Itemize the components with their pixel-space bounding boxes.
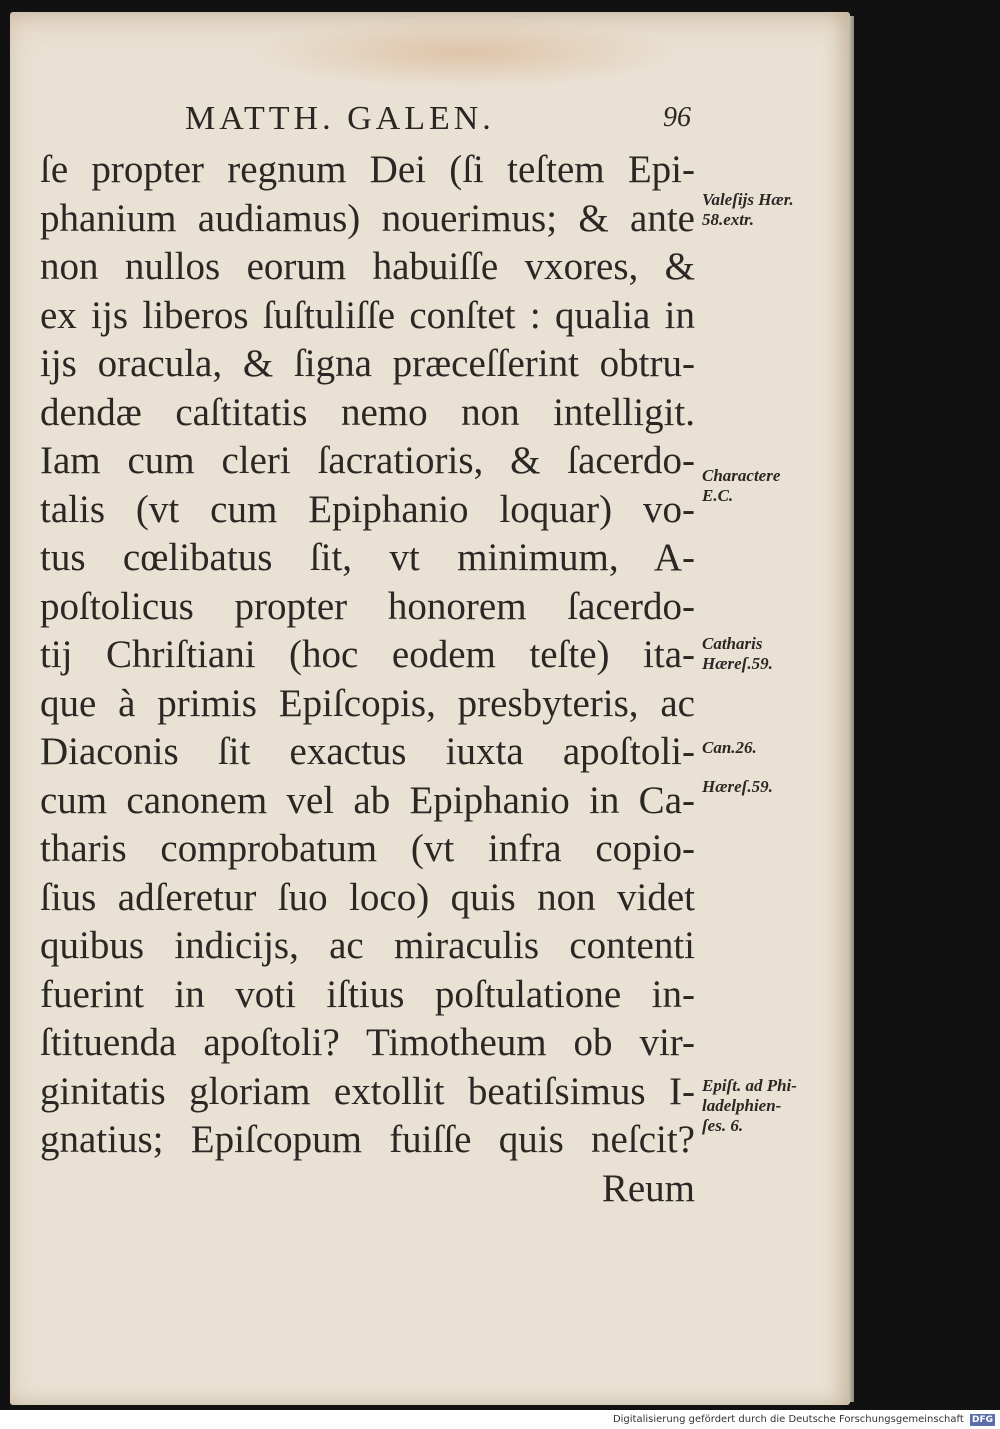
text-line: tij Chriſtiani (hoc eodem teſte) ita- (40, 633, 695, 676)
marginal-note (702, 738, 847, 758)
marginal-note-line: Catharis (702, 634, 763, 653)
text-line: ijs oracula, & ſigna præceſſerint obtru- (40, 342, 695, 385)
marginal-note (702, 777, 847, 797)
marginal-note-line: Hæreſ.59. (702, 777, 773, 796)
text-line: talis (vt cum Epiphanio loquar) vo- (40, 487, 695, 531)
text-line: ſe propter regnum Dei (ſi teſtem Epi- (40, 148, 695, 191)
marginal-note-line: ladelphien- (702, 1096, 782, 1115)
text-line: cum canonem vel ab Epiphanio in Ca- (40, 778, 695, 822)
marginal-note (702, 1076, 847, 1136)
running-title: MATTH. GALEN. (185, 100, 495, 137)
text-line: que à primis Epiſcopis, presbyteris, ac (40, 681, 695, 725)
marginal-note-line: 58.extr. (702, 210, 754, 229)
marginal-note-line: Can.26. (702, 738, 757, 757)
catchword: Reum (601, 1166, 695, 1210)
running-head (185, 100, 705, 144)
marginal-note (702, 466, 847, 506)
text-line: ginitatis gloriam extollit beatiſsimus I- (40, 1069, 695, 1113)
marginal-note-line: Valeſijs Hær. (702, 190, 794, 209)
text-line: Diaconis ſit exactus iuxta apoſtoli- (40, 730, 695, 773)
text-line: poſtolicus propter honorem ſacerdo- (40, 584, 695, 628)
page-edge (848, 16, 854, 1402)
marginal-note-line: Hæreſ.59. (702, 654, 773, 673)
marginal-note-line: Epiſt. ad Phi- (702, 1076, 797, 1095)
dfg-logo: DFG (971, 1415, 993, 1425)
text-line: ex ijs liberos ſuſtuliſſe conſtet : qualia in (40, 293, 695, 337)
funding-credit: Digitalisierung gefördert durch die Deutsche Forschungsgemeinschaft (612, 1414, 964, 1425)
text-line: Iam cum cleri ſacratioris, & ſacerdo- (40, 439, 695, 482)
page-number: 96 (663, 102, 691, 133)
footer (600, 1413, 995, 1427)
body-text (40, 146, 695, 1213)
text-line: ſius adſeretur ſuo loco) quis non videt (40, 875, 695, 919)
text-line: fuerint in voti iſtius poſtulatione in- (40, 972, 695, 1016)
marginal-note-line: E.C. (702, 486, 734, 505)
text-line: tharis comprobatum (vt infra copio- (40, 827, 695, 870)
text-line: gnatius; Epiſcopum fuiſſe quis neſcit? (40, 1118, 695, 1161)
text-line: quibus indicijs, ac miraculis contenti (40, 924, 695, 967)
text-line: dendæ caſtitatis nemo non intelligit. (40, 390, 695, 434)
marginal-note-line: Charactere (702, 466, 781, 485)
text-line: non nullos eorum habuiſſe vxores, & (40, 245, 695, 288)
text-line: tus cœlibatus ſit, vt minimum, A- (40, 536, 695, 579)
text-line: ſtituenda apoſtoli? Timotheum ob vir- (40, 1021, 695, 1064)
text-line: phanium audiamus) nouerimus; & ante (40, 196, 695, 240)
marginal-note (702, 634, 847, 674)
marginal-note-line: ſes. 6. (702, 1116, 744, 1135)
paper-stain (250, 18, 680, 88)
marginal-note (702, 190, 847, 230)
